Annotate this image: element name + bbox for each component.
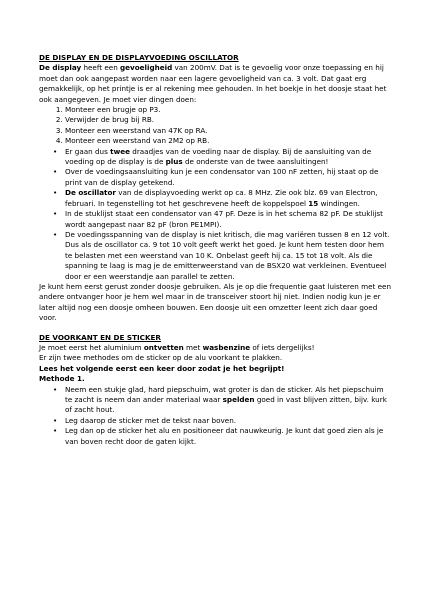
methods-line: Er zijn twee methodes om de sticker op de alu voorkant te plakken.: [39, 353, 283, 363]
method-1-bullet-list: [39, 385, 391, 447]
list-item: • De oscillator van de displayvoeding werkt op ca. 8 MHz. Zie ook blz. 69 van Electron, februari. In tegenstelling tot het geschrevene heeft de koppelspoel 15 windingen.: [65, 188, 391, 209]
list-item: • Leg daarop de sticker met de tekst naar boven.: [65, 416, 391, 426]
steps-list: [39, 105, 391, 147]
list-item: 1. Monteer een brugje op P3.: [65, 105, 391, 115]
section-spacer: [39, 324, 391, 333]
list-item: 2. Verwijder de brug bij RB.: [65, 115, 391, 125]
list-item: • Over de voedingsaansluiting kun je een condensator van 100 nF zetten, hij staat op de print van de display getekend.: [65, 167, 391, 188]
section-heading-display: DE DISPLAY EN DE DISPLAYVOEDING OSCILLATOR: [39, 53, 239, 62]
display-closing-paragraph: Je kunt hem eerst gerust zonder doosje gebruiken. Als je op die frequentie gaat luisteren met een andere ontvanger hoor je hem wel maar in de transceiver stoort hij niet. Indien nodig kun je er later altijd nog een doosje omheen bouwen. Een doosje uit een omzetter leent zich daar goed voor.: [39, 281, 392, 323]
list-item: • Er gaan dus twee draadjes van de voeding naar de display. Bij de aansluiting van de voeding op de display is de plus de onderste van de twee aansluitingen!: [65, 147, 391, 168]
list-item: 4. Monteer een weerstand van 2M2 op RB.: [65, 136, 391, 146]
list-item: • Neem een stukje glad, hard piepschuim, wat groter is dan de sticker. Als het piepschuim te zacht is neem dan ander materiaal waar spelden goed in vast blijven zitten, bijv. kurk of zacht hout.: [65, 385, 391, 416]
display-bullet-list: [39, 147, 391, 282]
display-intro-paragraph: De display heeft een gevoeligheid van 200mV. Dat is te gevoelig voor onze toepassing en hij moet dan ook aangepast worden naar een lagere gevoeligheid van ca. 3 volt. Dat gaat erg gemakkelijk, op het printje is er al rekening mee gehouden. In het boekje in het doosje staat het ook aangegeven. Je moet vier dingen doen:: [39, 63, 387, 104]
method-1-label: Methode 1.: [39, 374, 85, 384]
degrease-line: Je moet eerst het aluminium ontvetten met wasbenzine of iets dergelijks!: [39, 342, 315, 352]
list-item: • De voedingsspanning van de display is niet kritisch, die mag variëren tussen 8 en 12 volt. Dus als de oscillator ca. 9 tot 10 volt geeft werkt het goed. Je kunt hem testen door hem te belasten met een weerstand van 10 K. Onbelast geeft hij ca. 15 tot 18 volt. Als die spanning te laag is mag je de emitterweerstand van de BSX20 wat verkleinen. Eventueel door er een weerstandje aan parallel te zetten.: [65, 230, 391, 282]
list-item: 3. Monteer een weerstand van 47K op RA.: [65, 126, 391, 136]
list-item: • In de stuklijst staat een condensator van 47 pF. Deze is in het schema 82 pF. De stuklijst wordt aangepast naar 82 pF (bron PE1MPI).: [65, 209, 391, 230]
list-item: • Leg dan op de sticker het alu en positioneer dat nauwkeurig. Je kunt dat goed zien als je van boven recht door de gaten kijkt.: [65, 426, 391, 447]
document-page: [39, 53, 391, 447]
section-heading-front-sticker: DE VOORKANT EN DE STICKER: [39, 332, 161, 342]
read-first-line: Lees het volgende eerst een keer door zodat je het begrijpt!: [39, 363, 285, 373]
